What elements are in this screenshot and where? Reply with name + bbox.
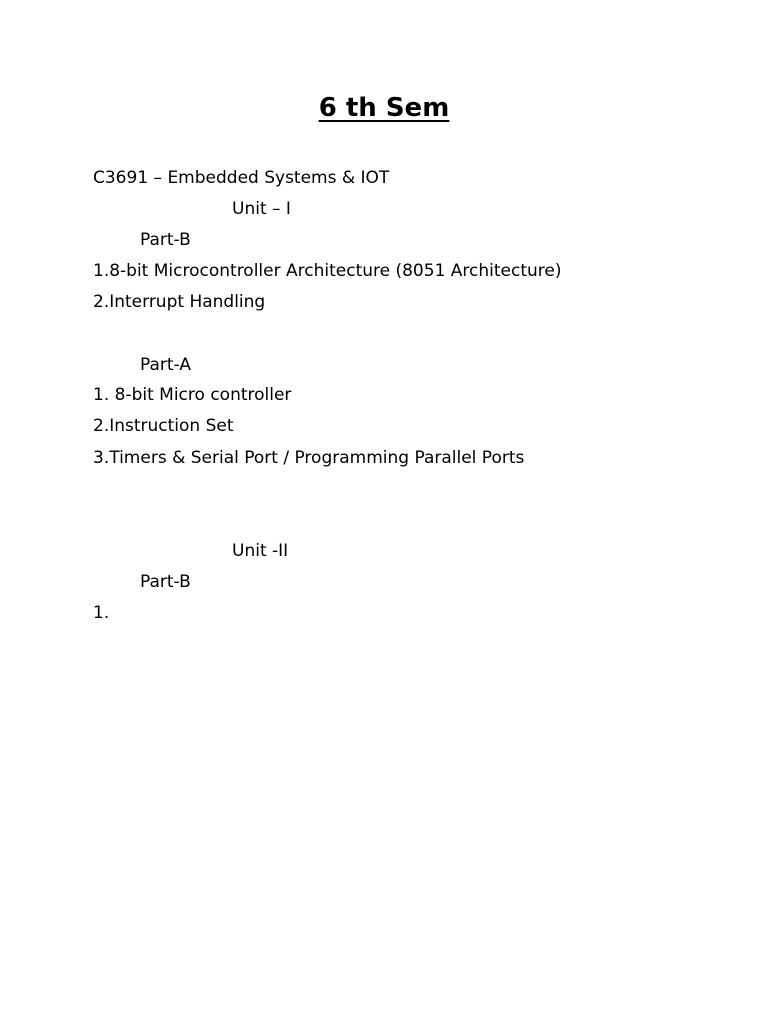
page-title: 6 th Sem — [318, 93, 450, 123]
unit-1-part-b-item: 2.Interrupt Handling — [93, 292, 266, 312]
unit-1-part-a-item: 1. 8-bit Micro controller — [93, 385, 292, 405]
course-title: C3691 – Embedded Systems & IOT — [93, 168, 390, 188]
unit-1-part-a-item: 2.Instruction Set — [93, 416, 234, 436]
unit-1-part-a-item: 3.Timers & Serial Port / Programming Parallel Ports — [93, 448, 525, 468]
unit-1-part-b-item: 1.8-bit Microcontroller Architecture (8051 Architecture) — [93, 261, 562, 281]
unit-2-part-b-heading: Part-B — [140, 572, 191, 592]
unit-2-part-b-item: 1. — [93, 603, 110, 623]
unit-2-heading: Unit -II — [232, 541, 289, 561]
unit-1-part-b-heading: Part-B — [140, 230, 191, 250]
unit-1-heading: Unit – I — [232, 199, 291, 219]
unit-1-part-a-heading: Part-A — [140, 355, 191, 375]
